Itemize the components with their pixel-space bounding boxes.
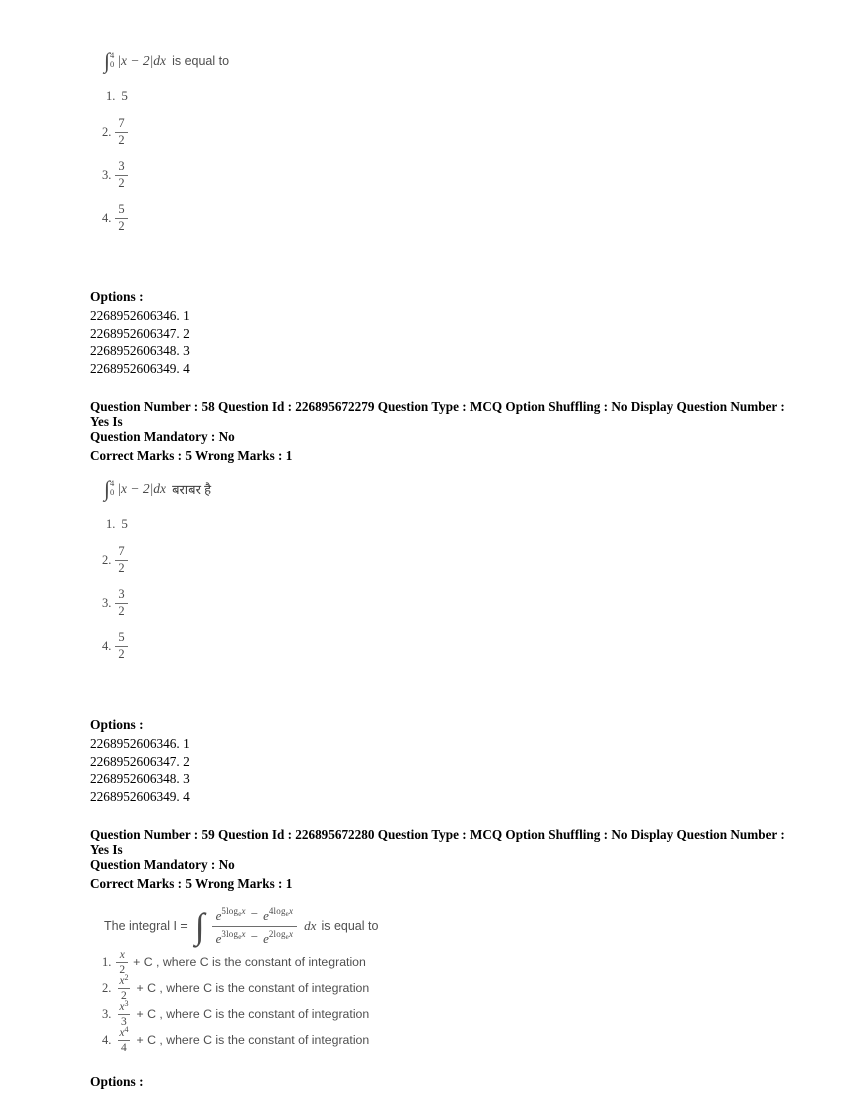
fraction-denominator: 2 (115, 218, 127, 234)
log-token: log (273, 905, 286, 916)
q57-choice-2 (102, 117, 790, 147)
options-heading: Options : (90, 1074, 144, 1089)
var-exp: 3 (124, 998, 129, 1008)
fraction-denominator: 2 (115, 132, 127, 148)
dx-token: dx (304, 918, 317, 933)
option-id: 2268952606348. 3 (90, 343, 190, 358)
minus-sign: − (250, 905, 259, 921)
base-e: e (215, 907, 222, 923)
q59-header-line1: Question Number : 59 Question Id : 226895672280 Question Type : MCQ Option Shuffling : No Display Question Number : Yes Is (90, 827, 785, 857)
fraction (116, 974, 131, 1002)
var-exp: 4 (124, 1024, 129, 1034)
choice-label: 1. (102, 954, 112, 969)
choice-label: 2. (102, 124, 112, 139)
choice-value: 5 (121, 88, 128, 103)
option-id: 2268952606346. 1 (90, 736, 190, 751)
choice-label: 4. (102, 638, 112, 653)
log-base: e (285, 932, 289, 941)
fraction-numerator (116, 1026, 131, 1040)
integral-icon: ∫ (104, 476, 111, 501)
var-exp: 2 (124, 972, 129, 982)
integral-lower-limit: 0 (110, 59, 115, 69)
exp-coef: 3 (221, 928, 227, 939)
choice-label: 1. (106, 88, 116, 103)
q58-stem-suffix-hindi: बराबर है (172, 482, 212, 497)
q59-header (90, 827, 790, 872)
fraction-numerator: 3 (118, 586, 125, 601)
q58-stem (104, 478, 790, 500)
choice-text: + C , where C is the constant of integration (136, 1033, 370, 1047)
var-x: x (241, 905, 246, 916)
option-id: 2268952606349. 4 (90, 360, 190, 376)
q58-header-line2: Question Mandatory : No (90, 429, 235, 444)
log-token: log (226, 928, 239, 939)
big-fraction-denominator (212, 926, 298, 947)
fraction-numerator: 7 (118, 543, 125, 558)
q59-big-fraction (212, 906, 298, 947)
fraction-numerator (117, 948, 128, 962)
q57-choice-1 (106, 88, 790, 104)
q59-stem-suffix: is equal to (321, 919, 379, 933)
q59-choice-3 (102, 998, 790, 1028)
choice-text: + C , where C is the constant of integration (136, 981, 370, 995)
integral-limits (110, 51, 114, 70)
base-e: e (263, 907, 269, 923)
q59-stem-prefix: The integral I = (104, 919, 188, 933)
fraction-denominator: 2 (118, 988, 130, 1002)
fraction (116, 1026, 131, 1054)
fraction (116, 948, 128, 976)
choice-label: 2. (102, 980, 112, 995)
q57-stem (104, 50, 790, 72)
base-e: e (215, 930, 222, 946)
fraction-numerator: 5 (118, 201, 125, 216)
choice-label: 3. (102, 595, 112, 610)
var-x: x (119, 974, 125, 987)
fraction-denominator: 2 (115, 646, 127, 662)
options-heading: Options : (90, 289, 144, 304)
choice-label: 4. (102, 210, 112, 225)
fraction (115, 631, 127, 662)
exp-term (263, 906, 293, 924)
log-base: e (238, 909, 242, 918)
fraction-numerator (116, 974, 131, 988)
q59-choice-4 (102, 1024, 790, 1054)
choice-label: 3. (102, 1006, 112, 1021)
exp-coef: 2 (268, 928, 274, 939)
choice-value: 5 (121, 516, 128, 531)
choice-label: 4. (102, 1032, 112, 1047)
var-x: x (119, 1026, 125, 1039)
fraction (115, 545, 127, 576)
base-e: e (263, 930, 269, 946)
var-x: x (288, 928, 294, 939)
q58-integrand: |x − 2|dx (117, 481, 167, 496)
option-id: 2268952606346. 1 (90, 308, 190, 323)
q57-choice-3 (102, 160, 790, 190)
var-x: x (119, 1000, 125, 1013)
choice-text: + C , where C is the constant of integration (133, 955, 366, 969)
exp-coef: 4 (268, 905, 274, 916)
q57-choice-4 (102, 203, 790, 233)
q59-choice-2 (102, 972, 790, 1002)
exp-term (263, 929, 293, 947)
minus-sign: − (250, 928, 259, 944)
q57-stem-suffix: is equal to (172, 54, 230, 68)
choice-label: 1. (106, 516, 116, 531)
q58-choice-4 (102, 631, 790, 661)
fraction-denominator: 2 (115, 603, 127, 619)
big-fraction-numerator (212, 906, 298, 926)
fraction-numerator: 5 (118, 629, 125, 644)
fraction-numerator: 7 (118, 115, 125, 130)
exp-term (216, 929, 246, 947)
option-id: 2268952606347. 2 (90, 753, 190, 769)
var-x: x (119, 948, 125, 961)
log-base: e (238, 932, 242, 941)
integral-lower-limit: 0 (110, 487, 115, 497)
exp-term (216, 906, 246, 924)
option-id: 2268952606349. 4 (90, 788, 190, 804)
q59-header-line2: Question Mandatory : No (90, 857, 235, 872)
fraction (116, 1000, 131, 1028)
fraction-denominator: 2 (115, 175, 127, 191)
fraction-numerator: 3 (118, 158, 125, 173)
choice-label: 3. (102, 167, 112, 182)
choice-text: + C , where C is the constant of integration (136, 1007, 370, 1021)
fraction-denominator: 4 (118, 1040, 130, 1054)
integral-upper-limit: 4 (110, 477, 115, 488)
log-token: log (273, 928, 286, 939)
fraction-denominator: 2 (115, 560, 127, 576)
q58-choice-3 (102, 588, 790, 618)
q58-marks: Correct Marks : 5 Wrong Marks : 1 (90, 448, 293, 463)
option-id: 2268952606347. 2 (90, 325, 190, 341)
q57-integrand: |x − 2|dx (117, 53, 167, 68)
q58-choice-2 (102, 545, 790, 575)
fraction (115, 160, 127, 191)
fraction (115, 588, 127, 619)
log-token: log (226, 905, 239, 916)
q58-choice-1 (106, 516, 790, 532)
integral-limits (110, 479, 114, 498)
q59-stem (104, 903, 790, 949)
integral-upper-limit: 4 (110, 49, 115, 60)
options-heading: Options : (90, 717, 144, 732)
fraction-numerator (116, 1000, 131, 1014)
option-id: 2268952606348. 3 (90, 771, 190, 786)
integral-icon: ∫ (194, 906, 205, 946)
fraction-denominator: 2 (116, 962, 128, 976)
var-x: x (241, 928, 246, 939)
choice-label: 2. (102, 552, 112, 567)
fraction (115, 117, 127, 148)
log-base: e (285, 909, 289, 918)
var-x: x (288, 905, 294, 916)
q59-choice-1 (102, 949, 790, 975)
fraction (115, 203, 127, 234)
integral-icon: ∫ (104, 48, 111, 73)
q58-header-line1: Question Number : 58 Question Id : 226895672279 Question Type : MCQ Option Shuffling : No Display Question Number : Yes Is (90, 399, 785, 429)
q59-marks: Correct Marks : 5 Wrong Marks : 1 (90, 876, 293, 891)
exp-coef: 5 (221, 905, 227, 916)
fraction-denominator: 3 (118, 1014, 130, 1028)
q58-header (90, 399, 790, 444)
